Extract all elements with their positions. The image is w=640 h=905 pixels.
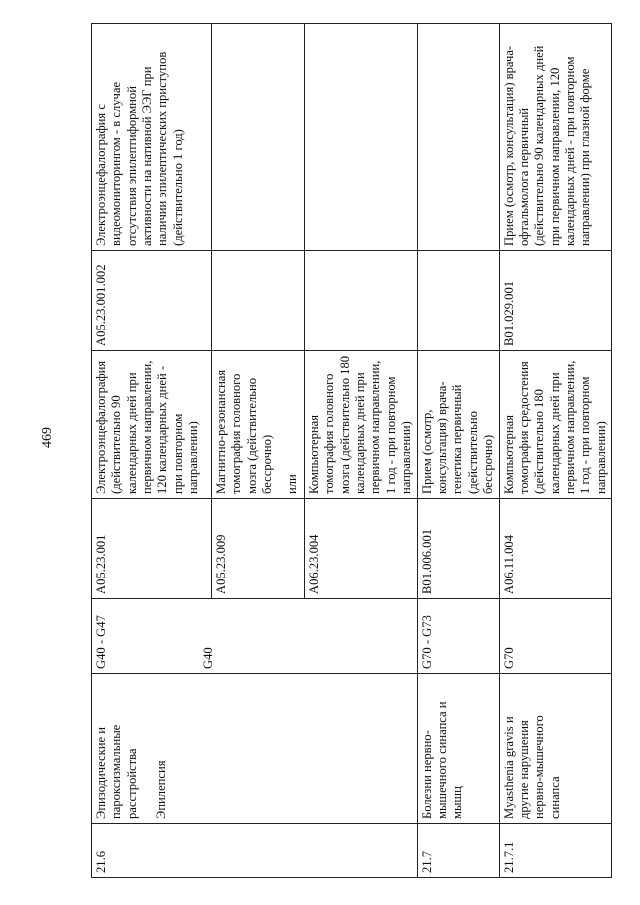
service-text: Электроэнцефалография (действительно 90 календарных дней при первичном направлении, 120 календарных дней - при повторном направлении) [92, 351, 212, 499]
service-text-2 [305, 24, 418, 251]
service-code: B01.006.001 [417, 499, 499, 599]
disease-cell [92, 674, 418, 824]
service-text: Прием (осмотр, консультация) врача-генетика первичный (действительно бессрочно) [417, 351, 499, 499]
service-code-2 [305, 251, 418, 351]
service-text-2 [212, 24, 305, 251]
service-text-2: Электроэнцефалография с видеомониторингом - в случае отсутствия эпилептиформной активности на нативной ЭЭГ при наличии эпилептических приступов (действительно 1 год) [92, 24, 212, 251]
service-text-2: Прием (осмотр, консультация) врача-офтальмолога первичный (действительно 90 календарных дней при первичном направлении, 120 календарных дней - при повторном направлении) при глазной форме [499, 24, 612, 251]
icd-code: G70 - G73 [417, 599, 499, 674]
service-text: Компьютерная томография головного мозга (действительно 180 календарных дней при первичном направлении, 1 год - при повторном направлении) [305, 351, 418, 499]
service-code-2 [212, 251, 305, 351]
services-table [91, 23, 612, 878]
service-text-cell [212, 351, 305, 499]
icd-code: G70 [499, 599, 612, 674]
icd-subcode: G40 [201, 647, 216, 669]
service-code-2: B01.029.001 [499, 251, 612, 351]
page-number: 469 [40, 427, 55, 448]
disease-name: Болезни нервно-мышечного синапса и мышц [417, 674, 499, 824]
table-row [499, 24, 612, 878]
service-code: A05.23.009 [212, 499, 305, 599]
row-number: 21.7 [417, 824, 499, 878]
service-text: Магнитно-резонансная томография головного мозга (действительно бессрочно) [214, 369, 275, 494]
service-code: A06.11.004 [499, 499, 612, 599]
service-code: A06.23.004 [305, 499, 418, 599]
icd-code: G40 - G47 [94, 615, 108, 669]
table-row [92, 24, 212, 878]
service-code: A05.23.001 [92, 499, 212, 599]
table-row [417, 24, 499, 878]
or-label: или [285, 474, 300, 494]
disease-name: Эпизодические и пароксизмальные расстройства [94, 724, 139, 819]
service-code-2: A05.23.001.002 [92, 251, 212, 351]
service-text: Компьютерная томография средостения (действительно 180 календарных дней при первичном направлении, 1 год - при повторном направлении) [499, 351, 612, 499]
service-text-2 [417, 24, 499, 251]
disease-name: Myasthenia gravis и другие нарушения нервно-мышечного синапса [499, 674, 612, 824]
rotated-table-container [91, 24, 608, 878]
service-code-2 [417, 251, 499, 351]
row-number: 21.7.1 [499, 824, 612, 878]
row-number: 21.6 [92, 824, 418, 878]
disease-subname: Эпилепсия [154, 760, 169, 819]
icd-cell [92, 599, 418, 674]
